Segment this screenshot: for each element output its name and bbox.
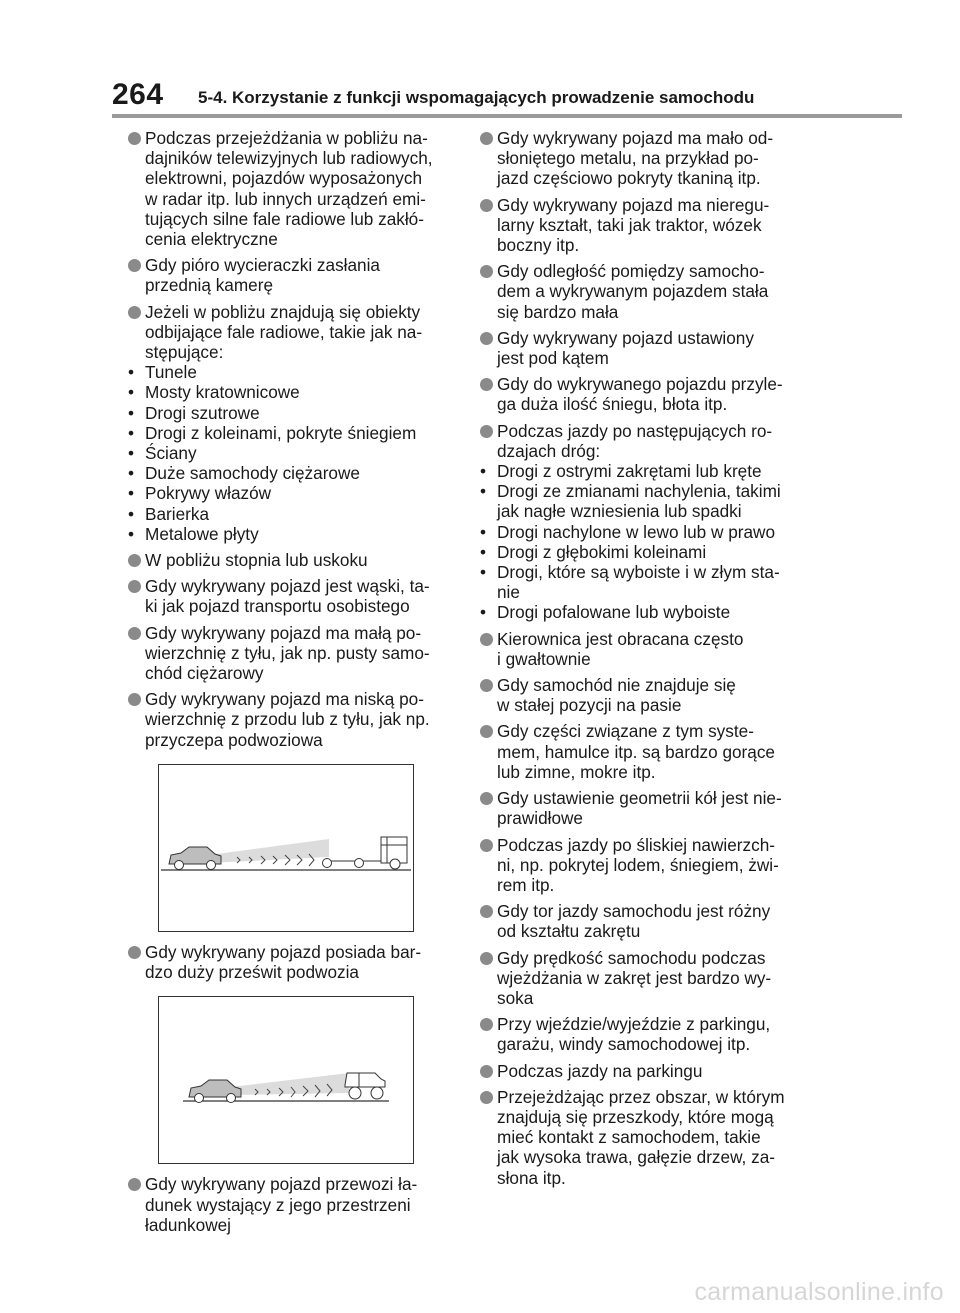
- sub-list-item: • Drogi pofalowane lub wyboiste: [480, 602, 800, 622]
- page-number: 264: [112, 78, 164, 111]
- bullet-icon: [480, 1018, 493, 1031]
- bullet-icon: [480, 792, 493, 805]
- sub-list-item: • Duże samochody ciężarowe: [128, 463, 448, 483]
- list-item: Gdy prędkość samochodu podczas wjeżdżania w zakręt jest bardzo wy- soka: [480, 948, 800, 1009]
- list-item: Gdy tor jazdy samochodu jest różny od kształtu zakrętu: [480, 901, 800, 941]
- sub-list-item: • Drogi szutrowe: [128, 403, 448, 423]
- sub-list: [128, 362, 448, 544]
- sub-list-item: • Mosty kratownicowe: [128, 382, 448, 402]
- bullet-icon: [480, 332, 493, 345]
- list-item: Gdy do wykrywanego pojazdu przyle- ga duża ilość śniegu, błota itp.: [480, 374, 800, 414]
- list-item: Gdy wykrywany pojazd posiada bar- dzo duży prześwit podwozia: [128, 942, 448, 982]
- sub-list-item: • Pokrywy włazów: [128, 483, 448, 503]
- bullet-icon: [128, 693, 141, 706]
- watermark: carmanualsonline.info: [694, 1278, 944, 1306]
- list-item: W pobliżu stopnia lub uskoku: [128, 550, 448, 570]
- bullet-icon: [480, 425, 493, 438]
- high-clearance-drawing: [159, 997, 413, 1163]
- list-item: Gdy wykrywany pojazd ma niską po- wierzchnię z przodu lub z tyłu, jak np. przyczepa podwoziowa: [128, 689, 448, 750]
- section-title: 5-4. Korzystanie z funkcji wspomagających prowadzenie samochodu: [198, 88, 755, 107]
- bullet-icon: [480, 952, 493, 965]
- list-item: Gdy wykrywany pojazd ustawiony jest pod kątem: [480, 328, 800, 368]
- bullet-icon: [128, 306, 141, 319]
- list-item: Przy wjeździe/wyjeździe z parkingu, garażu, windy samochodowej itp.: [480, 1014, 800, 1054]
- sub-list-item: • Ściany: [128, 443, 448, 463]
- bullet-icon: [480, 1065, 493, 1078]
- list-item: Gdy odległość pomiędzy samocho- dem a wykrywanym pojazdem stała się bardzo mała: [480, 261, 800, 322]
- list-item: Jeżeli w pobliżu znajdują się obiekty odbijające fale radiowe, takie jak na- stępujące:: [128, 302, 448, 363]
- sub-list-item: • Drogi z ostrymi zakrętami lub kręte: [480, 461, 800, 481]
- bullet-icon: [128, 259, 141, 272]
- bullet-icon: [128, 132, 141, 145]
- list-item: Gdy części związane z tym syste- mem, hamulce itp. są bardzo gorące lub zimne, mokre itp.: [480, 721, 800, 782]
- list-item: Gdy ustawienie geometrii kół jest nie- prawidłowe: [480, 788, 800, 828]
- list-item: Gdy pióro wycieraczki zasłania przednią kamerę: [128, 255, 448, 295]
- list-item: Przejeżdżając przez obszar, w którym znajdują się przeszkody, które mogą mieć kontakt z samochodem, takie jak wysoka trawa, gałęzie drzew, za- słona itp.: [480, 1087, 800, 1188]
- bullet-icon: [480, 265, 493, 278]
- bullet-icon: [480, 1091, 493, 1104]
- flatbed-truck-drawing: [159, 765, 413, 931]
- list-item: Kierownica jest obracana często i gwałtownie: [480, 629, 800, 669]
- bullet-icon: [128, 1178, 141, 1191]
- bullet-icon: [128, 946, 141, 959]
- list-item: Gdy wykrywany pojazd ma mało od- słoniętego metalu, na przykład po- jazd częściowo pokryty tkaniną itp.: [480, 128, 800, 189]
- bullet-icon: [128, 580, 141, 593]
- bullet-icon: [480, 905, 493, 918]
- sub-list-item: • Drogi z głębokimi koleinami: [480, 542, 800, 562]
- list-item: Gdy wykrywany pojazd przewozi ła- dunek wystający z jego przestrzeni ładunkowej: [128, 1174, 448, 1235]
- sub-list-item: • Tunele: [128, 362, 448, 382]
- list-item: Gdy wykrywany pojazd ma nieregu- larny kształt, taki jak traktor, wózek boczny itp.: [480, 195, 800, 256]
- bullet-icon: [480, 633, 493, 646]
- sub-list-item: • Drogi, które są wyboiste i w złym sta- nie: [480, 562, 800, 602]
- sub-list-item: • Drogi z koleinami, pokryte śniegiem: [128, 423, 448, 443]
- list-item: Podczas jazdy na parkingu: [480, 1061, 800, 1081]
- bullet-icon: [128, 554, 141, 567]
- header-divider: [112, 114, 902, 118]
- sub-list-item: • Drogi ze zmianami nachylenia, takimi jak nagłe wzniesienia lub spadki: [480, 481, 800, 521]
- sub-list-item: • Drogi nachylone w lewo lub w prawo: [480, 522, 800, 542]
- list-item: Podczas jazdy po następujących ro- dzajach dróg:: [480, 421, 800, 461]
- right-column: [480, 128, 800, 1194]
- bullet-icon: [480, 199, 493, 212]
- sub-list-item: • Barierka: [128, 504, 448, 524]
- list-item: Gdy wykrywany pojazd ma małą po- wierzchnię z tyłu, jak np. pusty samo- chód ciężarowy: [128, 623, 448, 684]
- list-item: Gdy wykrywany pojazd jest wąski, ta- ki jak pojazd transportu osobistego: [128, 576, 448, 616]
- list-item: Podczas jazdy po śliskiej nawierzch- ni, np. pokrytej lodem, śniegiem, żwi- rem itp.: [480, 835, 800, 896]
- sub-list-item: • Metalowe płyty: [128, 524, 448, 544]
- bullet-icon: [480, 679, 493, 692]
- illustration-high-clearance: [158, 996, 414, 1164]
- bullet-icon: [480, 132, 493, 145]
- bullet-icon: [128, 627, 141, 640]
- bullet-icon: [480, 839, 493, 852]
- left-column: [128, 128, 448, 1241]
- sub-list: [480, 461, 800, 623]
- list-item: Podczas przejeżdżania w pobliżu na- dajników telewizyjnych lub radiowych, elektrowni, pojazdów wyposażonych w radar itp. lub innych urządzeń emi- tujących silne fale radiowe lub zakłó- cenia elektryczne: [128, 128, 448, 249]
- illustration-flatbed-truck: [158, 764, 414, 932]
- list-item: Gdy samochód nie znajduje się w stałej pozycji na pasie: [480, 675, 800, 715]
- page-header: [112, 78, 902, 118]
- bullet-icon: [480, 378, 493, 391]
- bullet-icon: [480, 725, 493, 738]
